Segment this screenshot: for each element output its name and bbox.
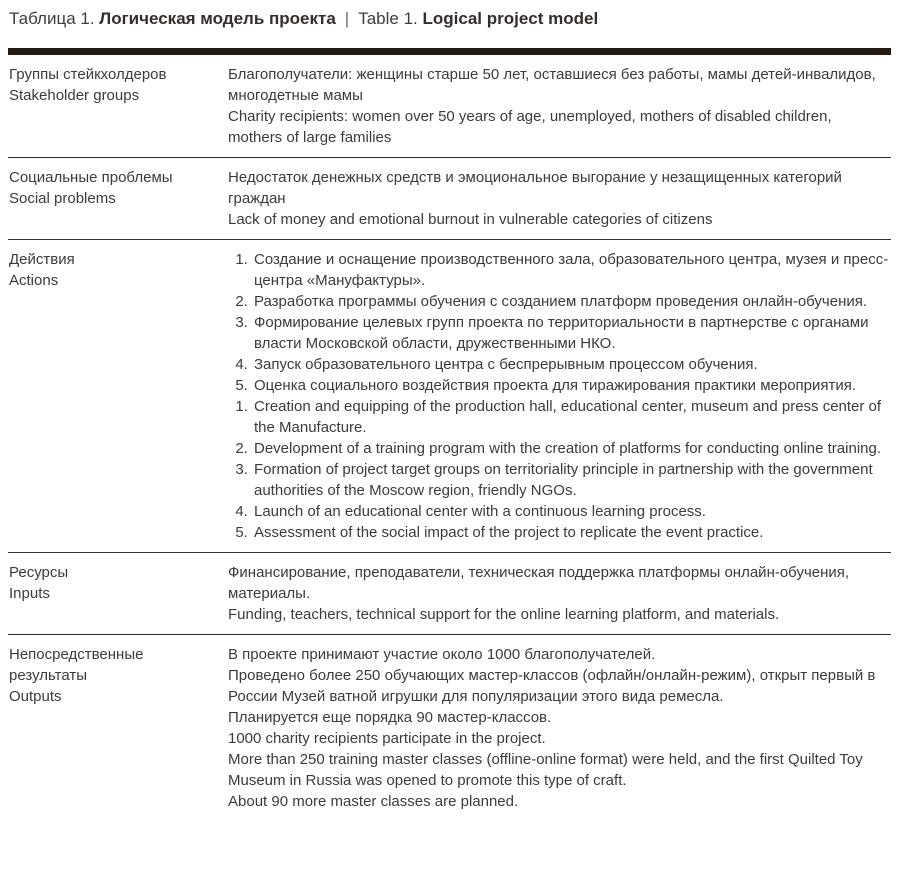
paragraph: Проведено более 250 обучающих мастер-классов (офлайн/онлайн-режим), открыт первый в России Музей ватной игрушки для популяризации этого вида ремесла. bbox=[228, 667, 876, 705]
row-label-line: Stakeholder groups bbox=[9, 87, 140, 104]
list-item: 2. Разработка программы обучения с созданием платформ проведения онлайн-обучения. bbox=[252, 291, 889, 312]
paragraph: More than 250 training master classes (offline-online format) were held, and the first Quilted Toy Museum in Russia was opened to promote this type of craft. bbox=[228, 751, 863, 789]
list-item: 1. Создание и оснащение производственного зала, образовательного центра, музея и пресс-центра «Мануфактуры». bbox=[252, 249, 889, 291]
row-content-cell bbox=[228, 643, 891, 812]
paragraph: About 90 more master classes are planned. bbox=[228, 793, 519, 810]
row-label-line: Социальные проблемы bbox=[9, 169, 173, 186]
table-row bbox=[8, 55, 891, 158]
row-label-cell bbox=[8, 561, 228, 625]
paragraph: Lack of money and emotional burnout in vulnerable categories of citizens bbox=[228, 211, 713, 228]
row-label-line: Группы стейкхолдеров bbox=[9, 66, 167, 83]
paragraph: 1000 charity recipients participate in the project. bbox=[228, 730, 546, 747]
row-content-cell bbox=[228, 63, 891, 148]
paragraph: Благополучатели: женщины старше 50 лет, оставшиеся без работы, мамы детей-инвалидов, многодетные мамы bbox=[228, 66, 876, 104]
table-row bbox=[8, 158, 891, 240]
table-row bbox=[8, 240, 891, 553]
row-content-cell bbox=[228, 248, 891, 543]
numbered-list bbox=[228, 249, 889, 396]
paragraph: Charity recipients: women over 50 years of age, unemployed, mothers of disabled children, mothers of large families bbox=[228, 108, 832, 146]
row-label-line: Действия bbox=[9, 251, 75, 268]
row-content-cell bbox=[228, 166, 891, 230]
paragraph: В проекте принимают участие около 1000 благополучателей. bbox=[228, 646, 656, 663]
list-item: 5. Assessment of the social impact of the project to replicate the event practice. bbox=[252, 522, 889, 543]
numbered-list bbox=[228, 396, 889, 543]
list-item: 4. Launch of an educational center with a continuous learning process. bbox=[252, 501, 889, 522]
row-content-cell bbox=[228, 561, 891, 625]
row-label-line: Inputs bbox=[9, 585, 50, 602]
list-item: 3. Formation of project target groups on territoriality principle in partnership with the government authorities of the Moscow region, friendly NGOs. bbox=[252, 459, 889, 501]
list-item: 2. Development of a training program with the creation of platforms for conducting online training. bbox=[252, 438, 889, 459]
list-item: 3. Формирование целевых групп проекта по территориальности в партнерстве с органами власти Московской области, дружественными НКО. bbox=[252, 312, 889, 354]
list-item: 4. Запуск образовательного центра с беспрерывным процессом обучения. bbox=[252, 354, 889, 375]
row-label-line: Social problems bbox=[9, 190, 116, 207]
row-label-cell bbox=[8, 643, 228, 812]
row-label-cell bbox=[8, 166, 228, 230]
table-caption bbox=[8, 0, 891, 31]
row-label-line: Непосредственные результаты bbox=[9, 646, 144, 684]
paragraph: Funding, teachers, technical support for the online learning platform, and materials. bbox=[228, 606, 780, 623]
row-label-line: Ресурсы bbox=[9, 564, 69, 581]
table-row bbox=[8, 635, 891, 821]
caption-en-title: Logical project model bbox=[422, 9, 599, 28]
paragraph: Планируется еще порядка 90 мастер-классов. bbox=[228, 709, 552, 726]
list-item: 5. Оценка социального воздействия проекта для тиражирования практики мероприятия. bbox=[252, 375, 889, 396]
table-row bbox=[8, 553, 891, 635]
row-label-line: Outputs bbox=[9, 688, 62, 705]
caption-en-prefix: Table 1. bbox=[358, 9, 423, 28]
row-label-cell bbox=[8, 248, 228, 543]
paragraph: Недостаток денежных средств и эмоциональное выгорание у незащищенных категорий граждан bbox=[228, 169, 842, 207]
logic-model-table bbox=[8, 48, 891, 821]
caption-separator: | bbox=[344, 9, 350, 28]
paragraph: Финансирование, преподаватели, техническая поддержка платформы онлайн-обучения, материалы. bbox=[228, 564, 850, 602]
caption-ru-prefix: Таблица 1. bbox=[9, 9, 100, 28]
row-label-line: Actions bbox=[9, 272, 59, 289]
row-label-cell bbox=[8, 63, 228, 148]
caption-ru-title: Логическая модель проекта bbox=[99, 9, 336, 28]
list-item: 1. Creation and equipping of the production hall, educational center, museum and press center of the Manufacture. bbox=[252, 396, 889, 438]
